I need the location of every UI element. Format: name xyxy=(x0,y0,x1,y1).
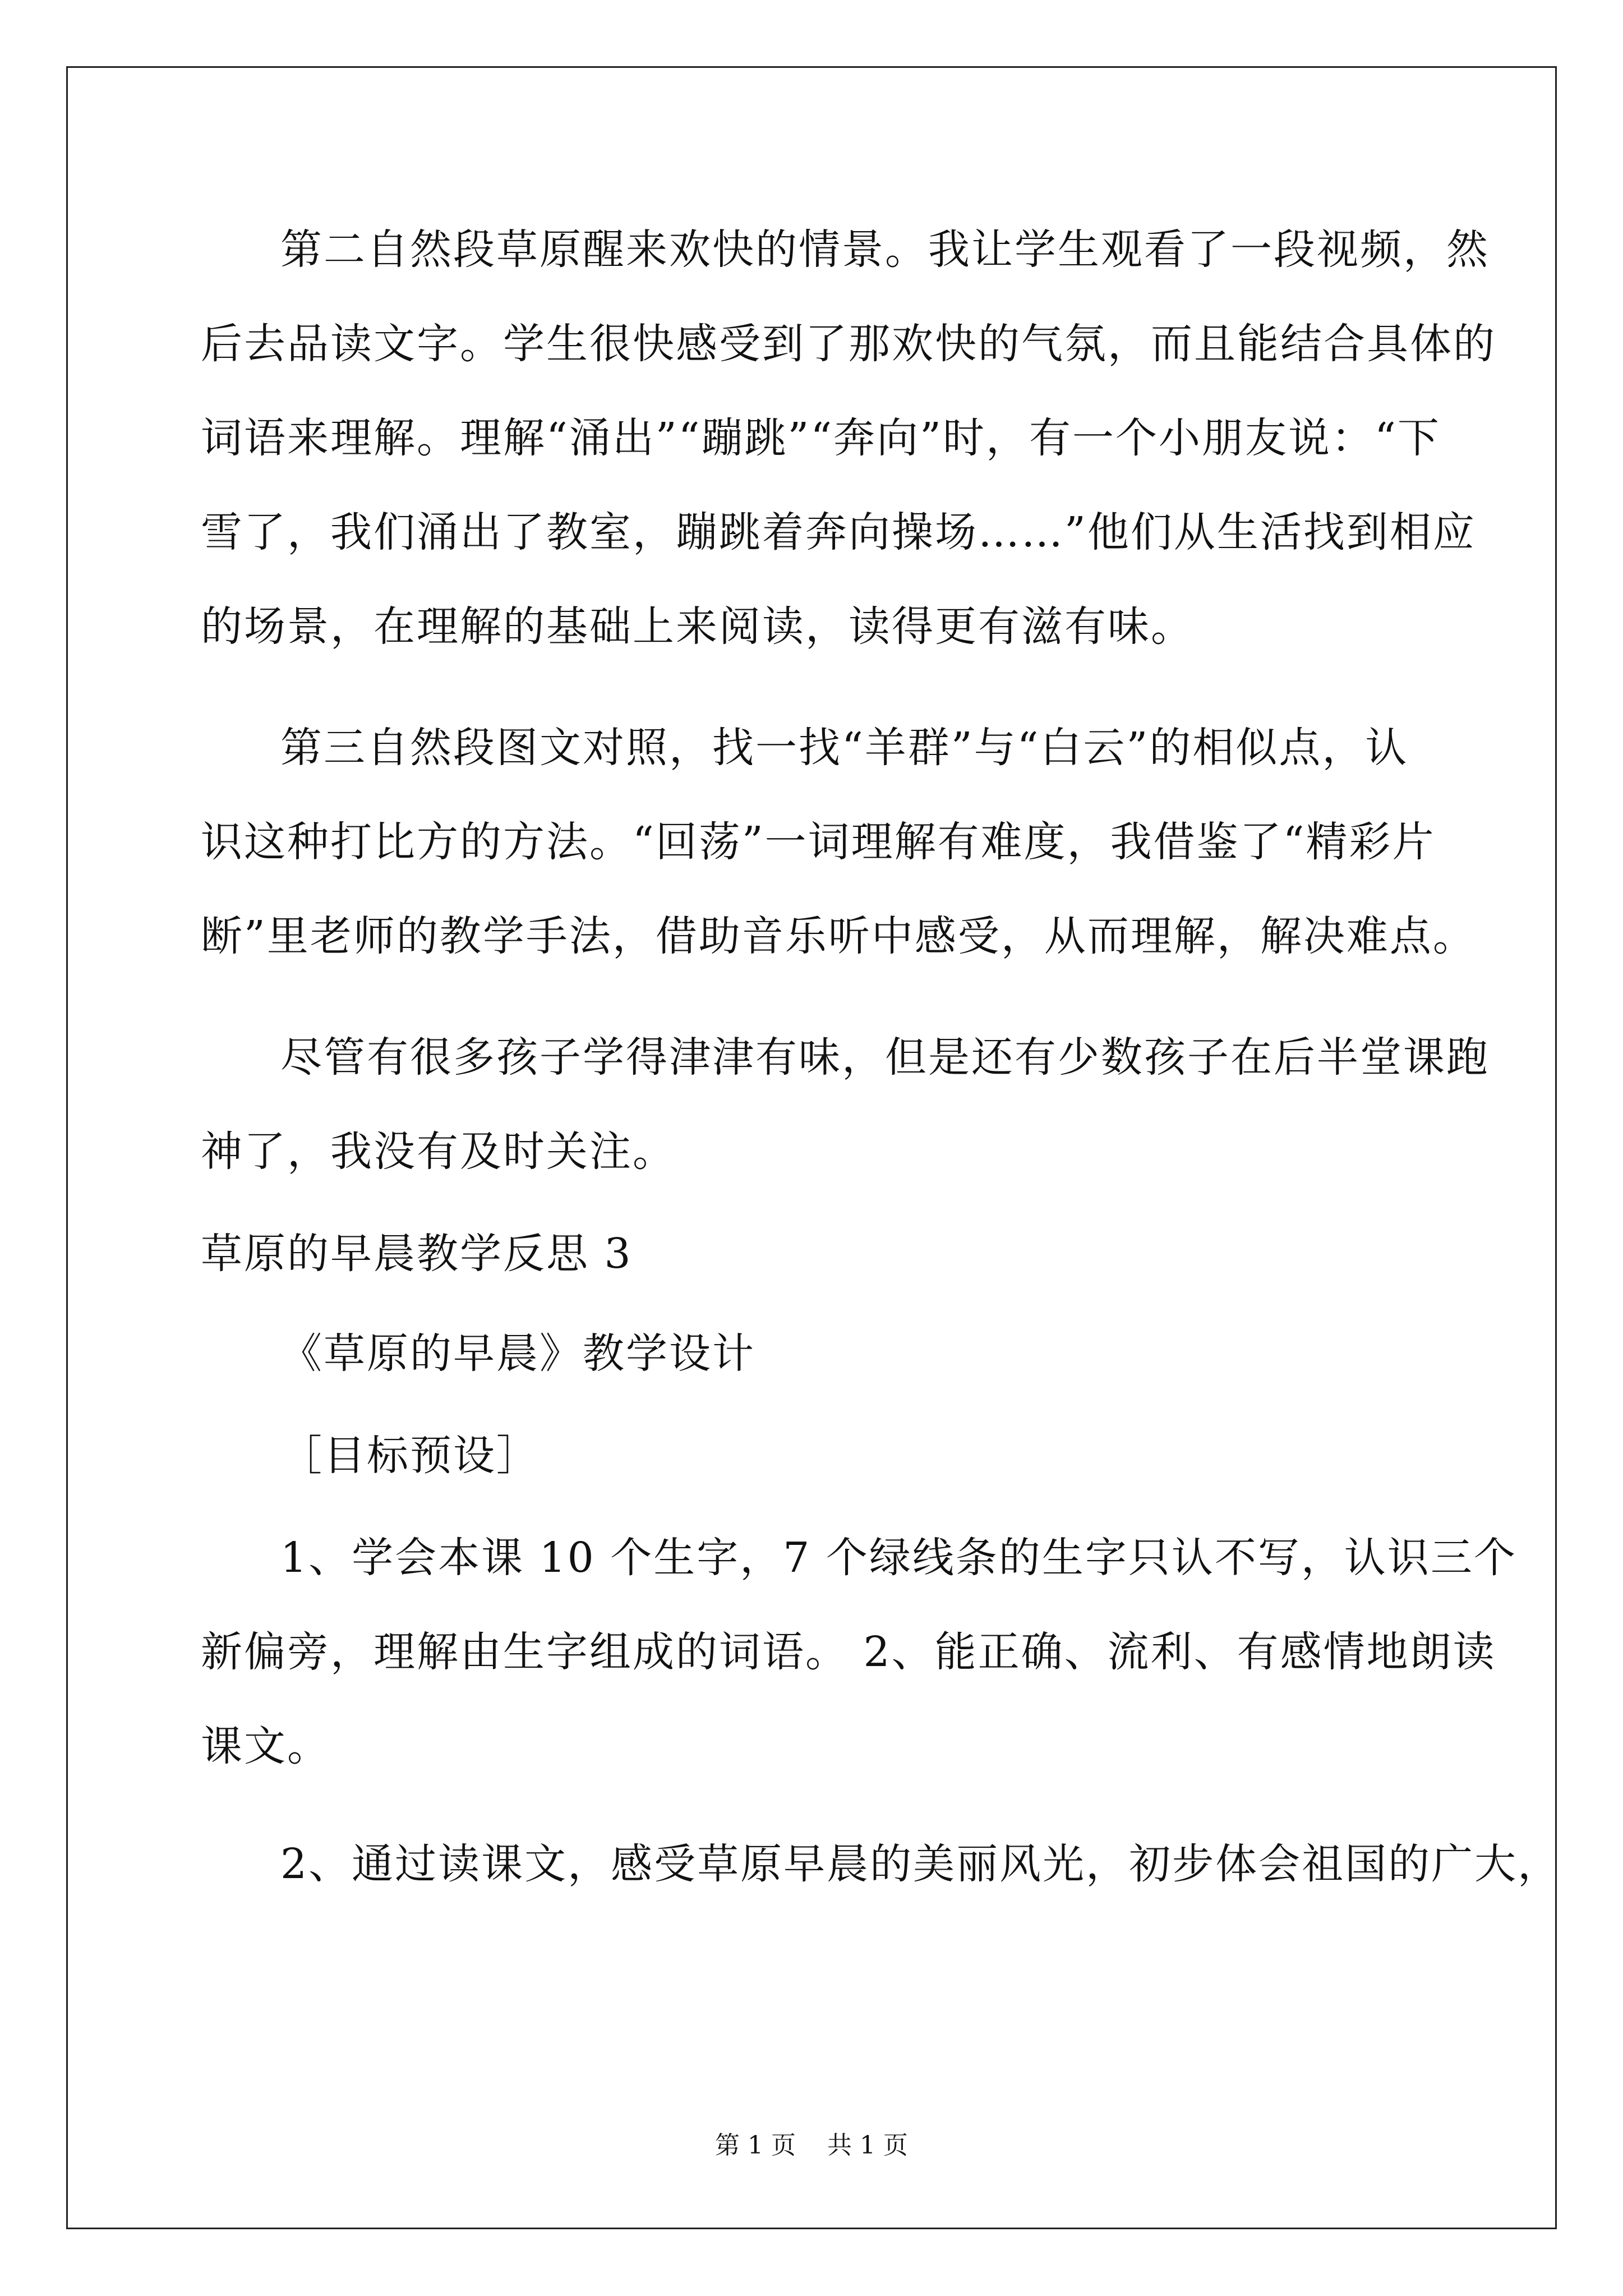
page-number: 第 1 页 共 1 页 xyxy=(715,2131,908,2160)
paragraph-line: 1、学会本课 10 个生字，7 个绿线条的生字只认不写，认识三个 xyxy=(280,1534,1517,1582)
paragraph-line: 的场景，在理解的基础上来阅读，读得更有滋有味。 xyxy=(201,602,1194,651)
paragraph-line: 尽管有很多孩子学得津津有味，但是还有少数孩子在后半堂课跑 xyxy=(280,1033,1490,1082)
paragraph-line: 神了，我没有及时关注。 xyxy=(201,1128,676,1176)
paragraph-line: 2、通过读课文，感受草原早晨的美丽风光，初步体会祖国的广大， xyxy=(280,1840,1561,1888)
paragraph-line: 雪了，我们涌出了教室，蹦跳着奔向操场……”他们从生活找到相应 xyxy=(201,508,1476,556)
paragraph-line: 后去品读文字。学生很快感受到了那欢快的气氛，而且能结合具体的 xyxy=(201,320,1496,368)
paragraph-line: 识这种打比方的方法。“回荡”一词理解有难度，我借鉴了“精彩片 xyxy=(201,818,1436,866)
section-heading: 草原的早晨教学反思 3 xyxy=(201,1230,633,1278)
design-title: 《草原的早晨》教学设计 xyxy=(280,1329,755,1378)
paragraph-line: 第二自然段草原醒来欢快的情景。我让学生观看了一段视频，然 xyxy=(280,226,1490,274)
paragraph-line: 课文。 xyxy=(201,1722,330,1770)
paragraph-line: 词语来理解。理解“涌出”“蹦跳”“奔向”时，有一个小朋友说：“下 xyxy=(201,414,1441,462)
paragraph-line: 第三自然段图文对照，找一找“羊群”与“白云”的相似点，认 xyxy=(280,724,1409,772)
goal-heading: ［目标预设］ xyxy=(280,1432,540,1480)
paragraph-line: 断”里老师的教学手法，借助音乐听中感受，从而理解，解决难点。 xyxy=(201,912,1476,960)
paragraph-line: 新偏旁，理解由生字组成的词语。 2、能正确、流利、有感情地朗读 xyxy=(201,1628,1496,1676)
